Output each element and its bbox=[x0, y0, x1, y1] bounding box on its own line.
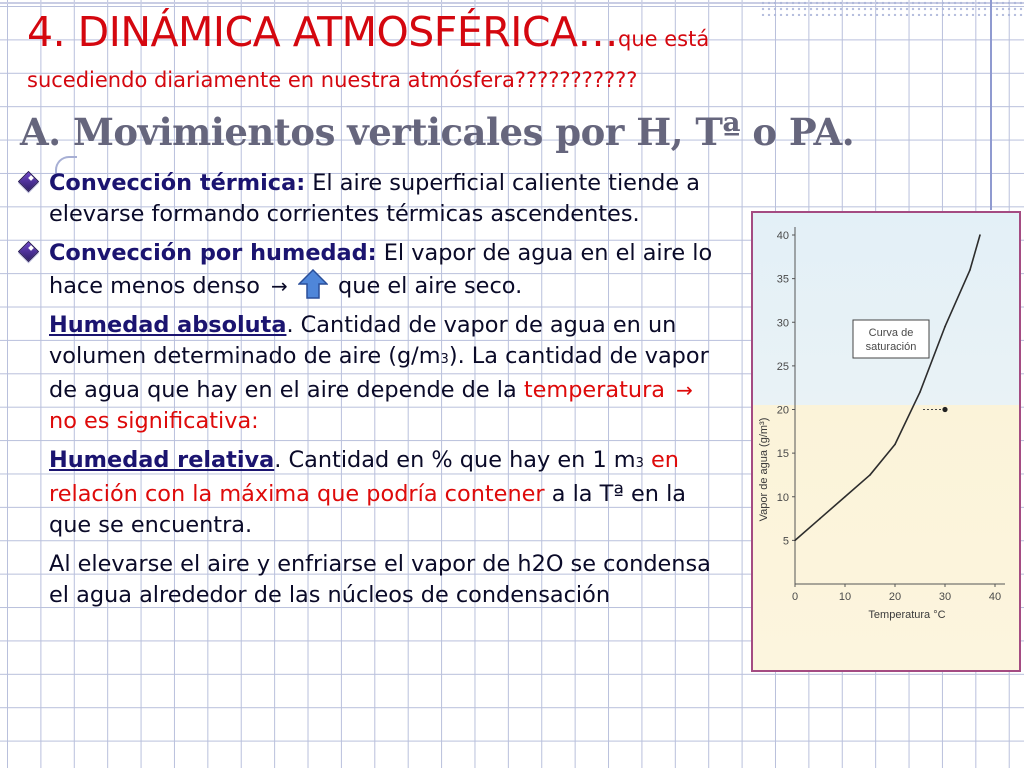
y-tick-label: 15 bbox=[776, 448, 789, 461]
marked-point bbox=[942, 407, 947, 412]
slide-subtitle: sucediendo diariamente en nuestra atmósfera??????????? bbox=[27, 68, 638, 92]
x-tick-label: 0 bbox=[791, 591, 799, 603]
saturation-chart bbox=[751, 211, 1021, 672]
humedad-relativa-paragraph bbox=[20, 445, 725, 541]
y-tick-label: 40 bbox=[776, 230, 789, 242]
decorative-vertical-line bbox=[990, 0, 992, 210]
curve-point bbox=[979, 234, 981, 236]
chart-svg bbox=[753, 213, 1019, 670]
term-humedad-relativa: Humedad relativa bbox=[49, 447, 275, 473]
bullet-term: Convección por humedad: bbox=[49, 240, 377, 266]
diamond-bullet-icon bbox=[20, 238, 42, 266]
paragraph-text: . Cantidad de vapor de agua en un volumen determinado de aire (g/m bbox=[49, 312, 677, 369]
saturation-curve-line bbox=[795, 235, 980, 540]
content-body bbox=[20, 168, 725, 619]
highlight-maxima: en relación con la máxima que podría contener bbox=[49, 447, 679, 507]
condensacion-paragraph: Al elevarse el aire y enfriarse el vapor de h2O se condensa el agua alrededor de las núcleos de condensación bbox=[49, 551, 711, 608]
y-tick-label: 35 bbox=[776, 273, 789, 286]
x-tick-label: 10 bbox=[838, 591, 852, 603]
up-arrow-icon bbox=[298, 269, 328, 299]
paragraph-text: . Cantidad en % que hay en 1 m bbox=[274, 447, 636, 473]
highlight-no-significativa: no es significativa: bbox=[49, 408, 259, 434]
curve-point bbox=[819, 518, 821, 520]
y-axis-title: Vapor de agua (g/m³) bbox=[758, 417, 770, 522]
red-right-arrow-icon: → bbox=[676, 378, 693, 402]
curve-point bbox=[969, 269, 971, 271]
legend-label: saturación bbox=[865, 341, 917, 353]
superscript-3: 3 bbox=[440, 352, 449, 367]
legend-label: Curva de bbox=[868, 327, 914, 339]
y-tick-label: 10 bbox=[776, 491, 789, 504]
bullet-text: El vapor de agua en el aire lo hace menos denso bbox=[49, 240, 713, 299]
curve-point bbox=[944, 326, 946, 328]
superscript-3: 3 bbox=[635, 456, 644, 471]
y-tick-label: 20 bbox=[776, 404, 789, 417]
paragraph-text-end: a la Tª en la que se encuentra. bbox=[49, 481, 687, 538]
y-tick-label: 5 bbox=[782, 535, 789, 548]
x-axis-title: Temperatura °C bbox=[868, 609, 946, 621]
diamond-bullet-icon bbox=[20, 168, 42, 196]
x-tick-label: 20 bbox=[888, 591, 902, 603]
y-tick-label: 25 bbox=[776, 360, 789, 373]
curve-point bbox=[844, 496, 846, 498]
slide-title bbox=[27, 8, 709, 56]
curve-point bbox=[894, 444, 896, 446]
curve-point bbox=[919, 391, 921, 393]
bullet-text-end: que el aire seco. bbox=[330, 273, 523, 299]
curve-point bbox=[794, 540, 796, 542]
term-humedad-absoluta: Humedad absoluta bbox=[49, 312, 287, 338]
paragraph-text-cont: ). La cantidad de vapor de agua que hay en el aire depende de la bbox=[49, 343, 709, 403]
title-tail: que está bbox=[618, 27, 710, 51]
right-arrow-icon: → bbox=[271, 274, 288, 298]
bullet-conveccion-termica bbox=[20, 168, 725, 230]
bullet-text: El aire superficial caliente tiende a elevarse formando corrientes térmicas ascendentes. bbox=[49, 170, 700, 227]
x-tick-label: 30 bbox=[938, 591, 952, 603]
title-main: 4. DINÁMICA ATMOSFÉRICA… bbox=[27, 8, 619, 56]
decorative-pattern bbox=[760, 0, 1024, 16]
humedad-absoluta-paragraph bbox=[20, 310, 725, 437]
section-heading: A. Movimientos verticales por H, Tª o PA. bbox=[20, 110, 855, 154]
x-tick-label: 40 bbox=[988, 591, 1002, 603]
bullet-conveccion-humedad bbox=[20, 238, 725, 302]
highlight-temperatura: temperatura bbox=[523, 377, 673, 403]
bullet-term: Convección térmica: bbox=[49, 170, 306, 196]
curve-point bbox=[869, 474, 871, 476]
y-tick-label: 30 bbox=[776, 317, 789, 330]
